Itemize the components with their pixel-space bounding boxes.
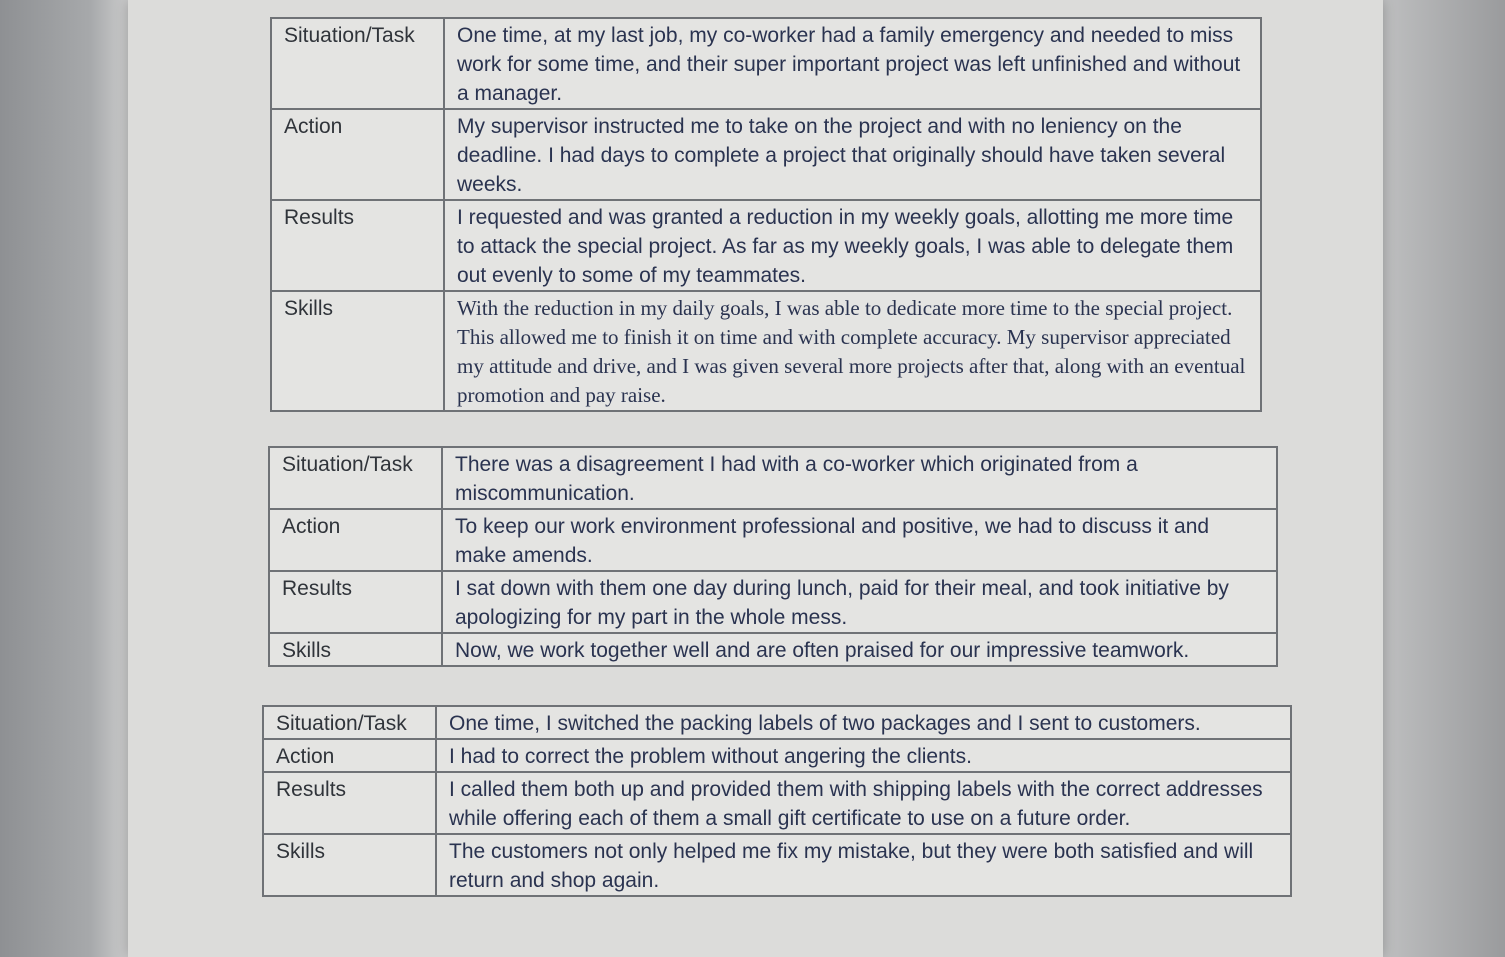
row-label: Action: [263, 739, 436, 772]
document-page: [128, 0, 1383, 957]
table-row: [263, 706, 1291, 739]
row-text: There was a disagreement I had with a co-worker which originated from a miscommunication.: [442, 447, 1277, 509]
row-text: I requested and was granted a reduction in my weekly goals, allotting me more time to attack the special project. As far as my weekly goals, I was able to delegate them out evenly to some of my teammates.: [444, 200, 1261, 291]
row-text: To keep our work environment professional and positive, we had to discuss it and make amends.: [442, 509, 1277, 571]
table-row: [271, 200, 1261, 291]
table-row: [269, 509, 1277, 571]
star-table-3: [262, 705, 1292, 897]
table-row: [269, 571, 1277, 633]
row-text: My supervisor instructed me to take on the project and with no leniency on the deadline. I had days to complete a project that originally should have taken several weeks.: [444, 109, 1261, 200]
table-row: [271, 291, 1261, 411]
table-row: [263, 772, 1291, 834]
row-text: Now, we work together well and are often praised for our impressive teamwork.: [442, 633, 1277, 666]
star-table-1: [270, 17, 1262, 412]
row-text: With the reduction in my daily goals, I was able to dedicate more time to the special project. This allowed me to finish it on time and with complete accuracy. My supervisor appreciated my attitude and drive, and I was given several more projects after that, along with an eventual promotion and pay raise.: [444, 291, 1261, 411]
row-label: Results: [269, 571, 442, 633]
table-row: [269, 633, 1277, 666]
row-label: Skills: [271, 291, 444, 411]
row-text: The customers not only helped me fix my mistake, but they were both satisfied and will return and shop again.: [436, 834, 1291, 896]
table-row: [263, 834, 1291, 896]
table-row: [263, 739, 1291, 772]
row-text: I had to correct the problem without angering the clients.: [436, 739, 1291, 772]
row-text: One time, at my last job, my co-worker had a family emergency and needed to miss work for some time, and their super important project was left unfinished and without a manager.: [444, 18, 1261, 109]
row-label: Results: [271, 200, 444, 291]
row-text: I called them both up and provided them with shipping labels with the correct addresses while offering each of them a small gift certificate to use on a future order.: [436, 772, 1291, 834]
table-row: [271, 109, 1261, 200]
row-text: One time, I switched the packing labels of two packages and I sent to customers.: [436, 706, 1291, 739]
table-row: [269, 447, 1277, 509]
table-row: [271, 18, 1261, 109]
row-label: Action: [269, 509, 442, 571]
row-text: I sat down with them one day during lunch, paid for their meal, and took initiative by apologizing for my part in the whole mess.: [442, 571, 1277, 633]
row-label: Skills: [269, 633, 442, 666]
row-label: Results: [263, 772, 436, 834]
row-label: Action: [271, 109, 444, 200]
row-label: Situation/Task: [269, 447, 442, 509]
row-label: Situation/Task: [263, 706, 436, 739]
row-label: Skills: [263, 834, 436, 896]
row-label: Situation/Task: [271, 18, 444, 109]
star-table-2: [268, 446, 1278, 667]
